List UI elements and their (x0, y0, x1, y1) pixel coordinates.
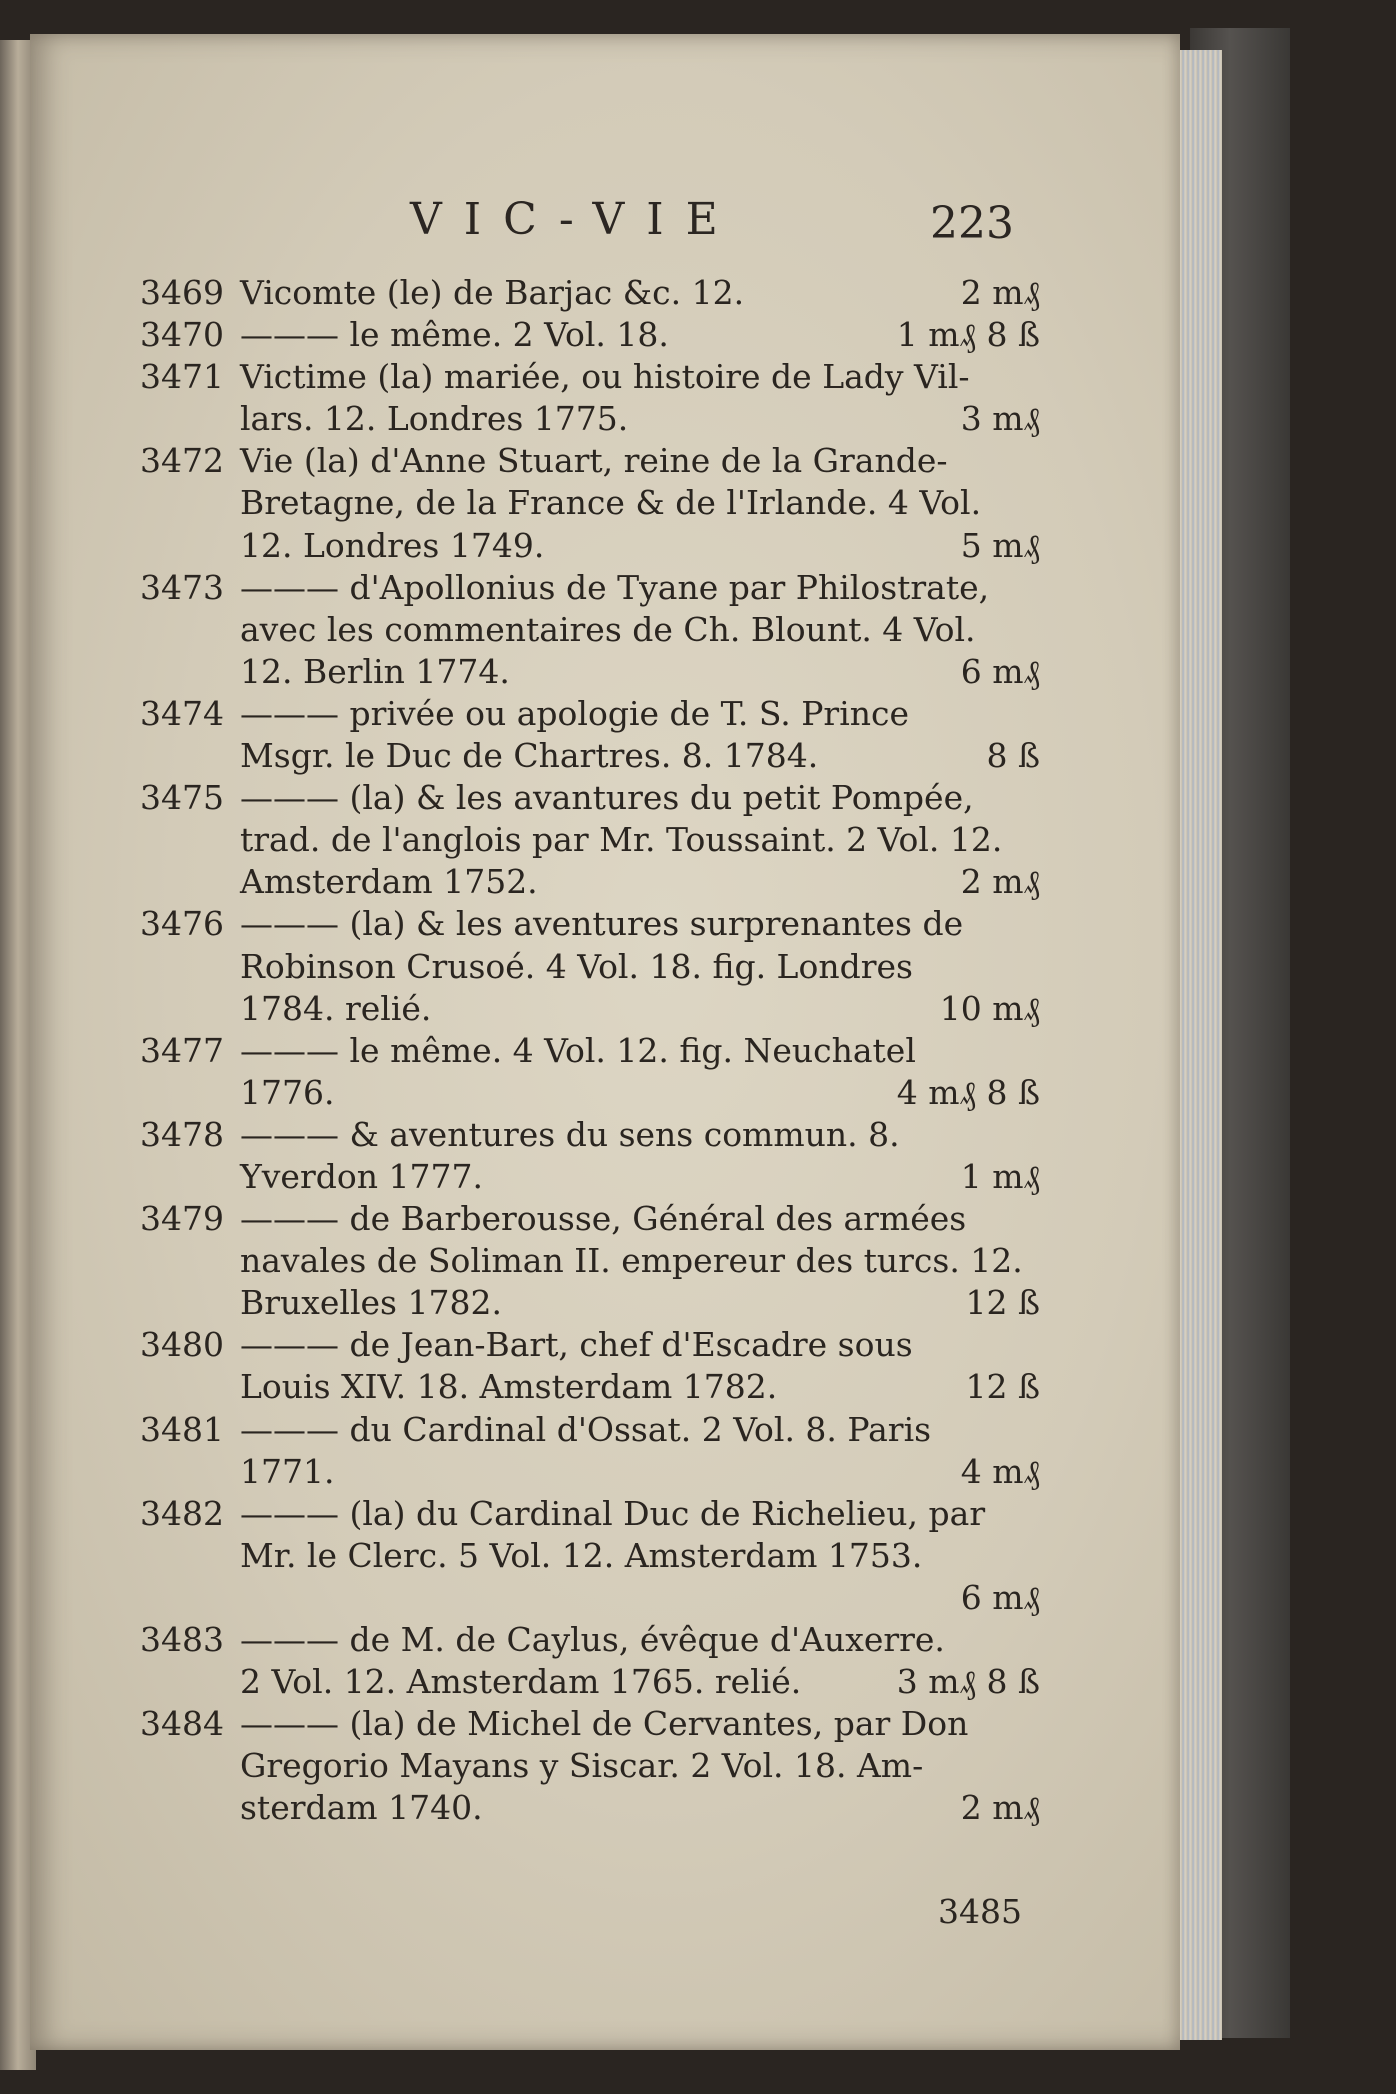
entry-price: 1 m₰ 8 ß (896, 315, 1040, 355)
entry-price: 6 m₰ (960, 1577, 1040, 1617)
catalogue-line (140, 777, 1040, 819)
catalogue-line (140, 1451, 1040, 1493)
catalogue-line (140, 735, 1040, 777)
catalogue-line (140, 1745, 1040, 1787)
running-title: VIC-VIE (410, 194, 740, 245)
entry-number: 3479 (140, 1199, 224, 1239)
catalogue-line (140, 1535, 1040, 1577)
catalogue-line (140, 356, 1040, 398)
entry-text: ——— (la) de Michel de Cervantes, par Don (240, 1704, 969, 1744)
page-number: 223 (930, 198, 1014, 249)
entry-text: Msgr. le Duc de Chartres. 8. 1784. (240, 736, 819, 776)
catalogue-line (140, 609, 1040, 651)
entry-price: 6 m₰ (960, 651, 1040, 691)
entry-text: trad. de l'anglois par Mr. Toussaint. 2 Vol. 12. (240, 820, 1003, 860)
entry-number: 3483 (140, 1620, 224, 1659)
entry-number: 3476 (140, 904, 224, 944)
entry-text: ——— & aventures du sens commun. 8. (240, 1114, 900, 1154)
catalogue-line (140, 946, 1040, 988)
catalogue-line (140, 651, 1040, 693)
catalogue-line (140, 1282, 1040, 1324)
catalogue-line (140, 1493, 1040, 1535)
entry-text: 2 Vol. 12. Amsterdam 1765. relié. (240, 1662, 802, 1702)
catalogue-line (140, 567, 1040, 609)
entry-text: Gregorio Mayans y Siscar. 2 Vol. 18. Am- (240, 1746, 924, 1786)
entry-text: navales de Soliman II. empereur des turcs. 12. (240, 1241, 1023, 1281)
catalogue-line (140, 525, 1040, 567)
entry-text: ——— du Cardinal d'Ossat. 2 Vol. 8. Paris (240, 1409, 932, 1449)
catalogue-line (140, 1324, 1040, 1366)
entry-text: Bruxelles 1782. (240, 1283, 502, 1323)
entry-price: 5 m₰ (960, 525, 1040, 565)
entry-text: Vicomte (le) de Barjac &c. 12. (240, 273, 745, 312)
catalogue-line (140, 1030, 1040, 1072)
entry-number: 3477 (140, 1030, 224, 1070)
catalogue-entries (140, 272, 1040, 1829)
catalogue-line (140, 1661, 1040, 1703)
entry-price: 8 ß (986, 736, 1040, 776)
entry-text: ——— (la) du Cardinal Duc de Richelieu, par (240, 1493, 986, 1533)
entry-text: sterdam 1740. (240, 1788, 483, 1828)
catalogue-line (140, 314, 1040, 356)
entry-text: 1771. (240, 1451, 335, 1491)
page-header (30, 194, 1180, 254)
catalogue-line (140, 482, 1040, 524)
entry-text: Amsterdam 1752. (240, 862, 538, 902)
entry-number: 3470 (140, 315, 224, 355)
entry-number: 3473 (140, 567, 224, 607)
catalogue-line (140, 903, 1040, 945)
entry-price: 1 m₰ (960, 1156, 1040, 1196)
catalogue-line (140, 398, 1040, 440)
catalogue-line (140, 1409, 1040, 1451)
catalogue-line (140, 1156, 1040, 1198)
catalogue-line (140, 1240, 1040, 1282)
entry-number: 3482 (140, 1493, 224, 1533)
entry-text: lars. 12. Londres 1775. (240, 399, 629, 439)
catalogue-line (140, 1366, 1040, 1408)
entry-price: 12 ß (965, 1283, 1040, 1323)
entry-number: 3481 (140, 1409, 224, 1449)
entry-price: 2 m₰ (960, 273, 1040, 312)
catalogue-line (140, 861, 1040, 903)
entry-text: 12. Londres 1749. (240, 525, 545, 565)
catalogue-line (140, 440, 1040, 482)
entry-price: 3 m₰ 8 ß (896, 1662, 1040, 1702)
catalogue-line (140, 1619, 1040, 1661)
entry-price: 2 m₰ (960, 862, 1040, 902)
catalogue-line (140, 819, 1040, 861)
entry-text: ——— d'Apollonius de Tyane par Philostrate, (240, 567, 990, 607)
entry-text: avec les commentaires de Ch. Blount. 4 Vol. (240, 609, 976, 649)
catalogue-line (140, 693, 1040, 735)
entry-price: 2 m₰ (960, 1788, 1040, 1828)
entry-price: 4 m₰ 8 ß (896, 1072, 1040, 1112)
entry-text: ——— privée ou apologie de T. S. Prince (240, 693, 910, 733)
entry-number: 3480 (140, 1325, 224, 1365)
entry-text: ——— (la) & les aventures surprenantes de (240, 904, 964, 944)
entry-text: 1776. (240, 1072, 335, 1112)
catalogue-line (140, 1072, 1040, 1114)
catalogue-line (140, 272, 1040, 314)
entry-text: Louis XIV. 18. Amsterdam 1782. (240, 1367, 778, 1407)
catchword: 3485 (938, 1892, 1022, 1931)
catalogue-line (140, 1114, 1040, 1156)
catalogue-line (140, 1703, 1040, 1745)
entry-text: ——— le même. 4 Vol. 12. fig. Neuchatel (240, 1030, 916, 1070)
entry-number: 3478 (140, 1114, 224, 1154)
entry-text: ——— de Barberousse, Général des armées (240, 1199, 967, 1239)
catalogue-line (140, 1577, 1040, 1619)
entry-text: 1784. relié. (240, 988, 432, 1028)
entry-text: Mr. le Clerc. 5 Vol. 12. Amsterdam 1753. (240, 1535, 923, 1575)
entry-text: Yverdon 1777. (240, 1156, 483, 1196)
entry-number: 3469 (140, 273, 224, 312)
catalogue-line (140, 1198, 1040, 1240)
entry-text: Vie (la) d'Anne Stuart, reine de la Grande- (240, 441, 948, 481)
entry-text: ——— (la) & les avantures du petit Pompée, (240, 778, 974, 818)
entry-text: Bretagne, de la France & de l'Irlande. 4 Vol. (240, 483, 982, 523)
catalogue-line (140, 1787, 1040, 1829)
entry-price: 10 m₰ (939, 988, 1040, 1028)
entry-text: ——— de M. de Caylus, évêque d'Auxerre. (240, 1620, 945, 1659)
entry-number: 3472 (140, 441, 224, 481)
entry-price: 4 m₰ (960, 1451, 1040, 1491)
entry-text: ——— le même. 2 Vol. 18. (240, 315, 669, 355)
catalogue-line (140, 988, 1040, 1030)
entry-text: Victime (la) mariée, ou histoire de Lady Vil- (240, 357, 970, 397)
entry-number: 3484 (140, 1704, 224, 1744)
entry-number: 3471 (140, 357, 224, 397)
entry-number: 3474 (140, 693, 224, 733)
entry-text: 12. Berlin 1774. (240, 651, 510, 691)
entry-text: Robinson Crusoé. 4 Vol. 18. fig. Londres (240, 946, 913, 986)
entry-price: 12 ß (965, 1367, 1040, 1407)
page (30, 34, 1180, 2050)
entry-price: 3 m₰ (960, 399, 1040, 439)
entry-text: ——— de Jean-Bart, chef d'Escadre sous (240, 1325, 913, 1365)
entry-number: 3475 (140, 778, 224, 818)
